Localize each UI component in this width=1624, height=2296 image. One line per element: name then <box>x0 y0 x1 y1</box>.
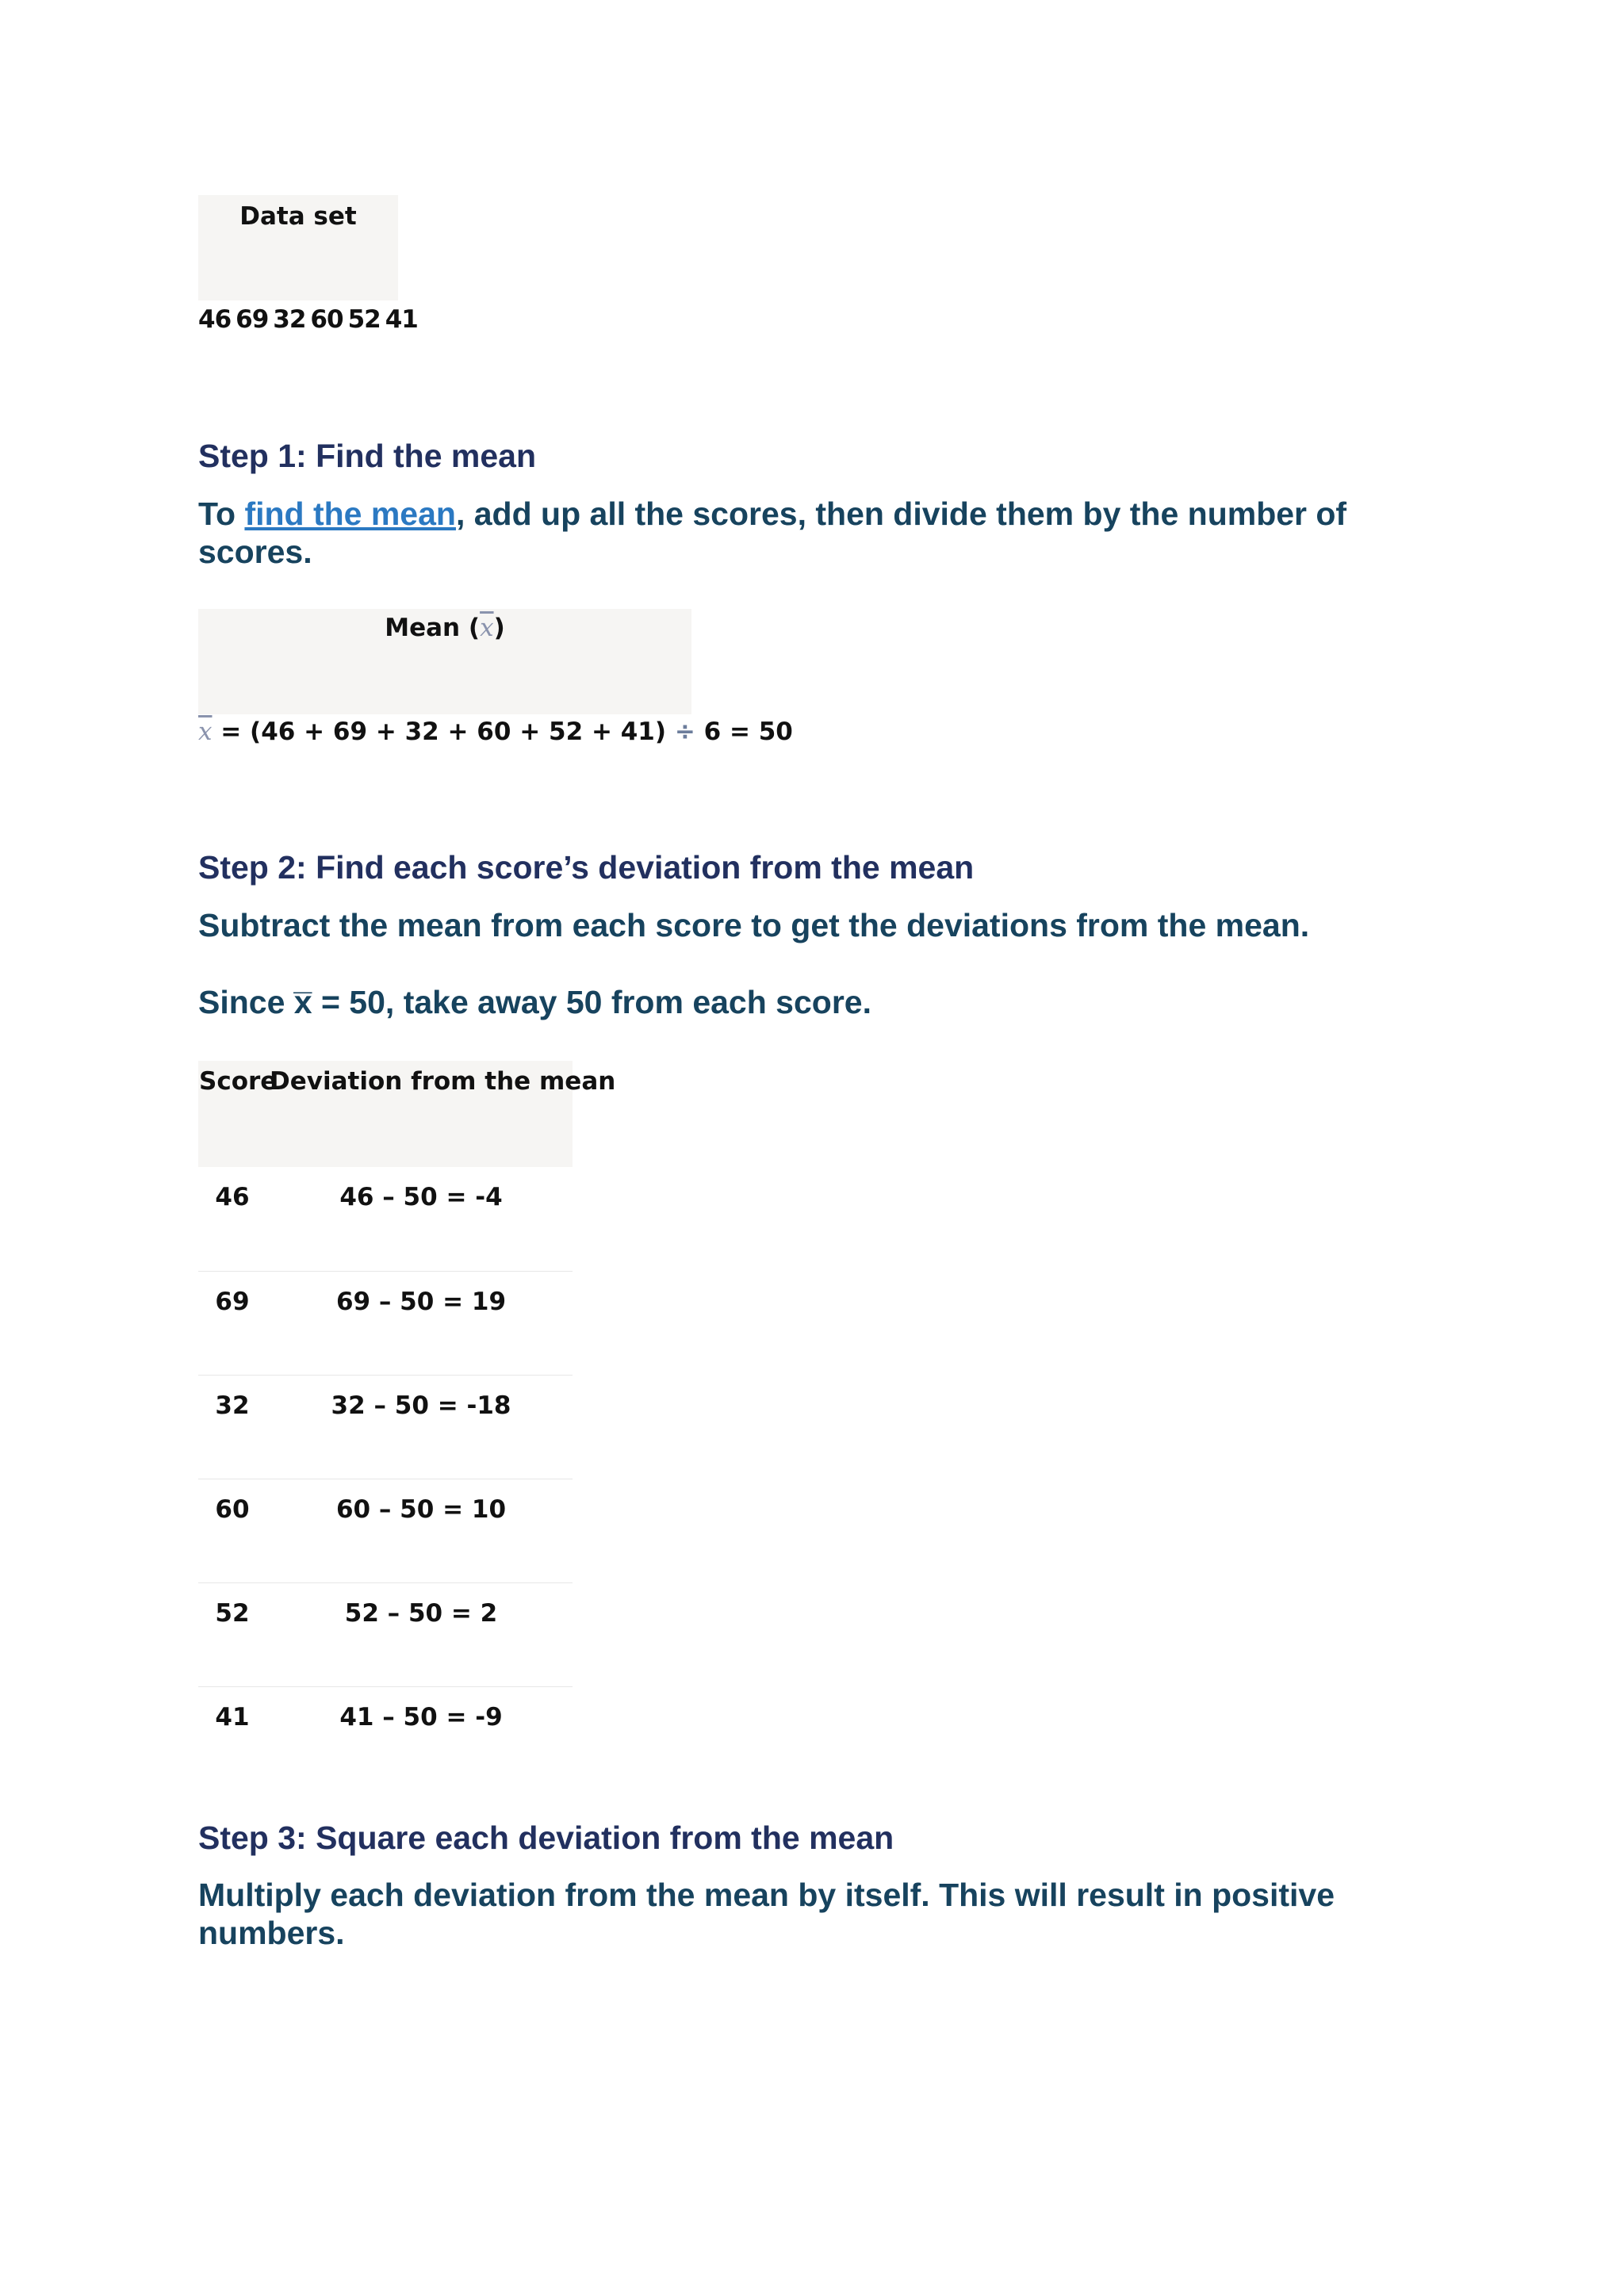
step2-heading: Step 2: Find each score’s deviation from the mean <box>198 849 975 886</box>
dataset-header: Data set <box>239 202 357 231</box>
divide-sign: ÷ <box>674 718 695 746</box>
column-header-deviation: Deviation from the mean <box>270 1067 616 1096</box>
mean-formula <box>198 718 793 746</box>
find-the-mean-link[interactable]: find the mean <box>244 496 456 532</box>
step2-paragraph-1: Subtract the mean from each score to get the deviations from the mean. <box>198 907 1310 943</box>
step1-paragraph <box>198 495 1435 571</box>
dataset-value: 41 <box>385 305 418 334</box>
mean-formula-part1: = (46 + 69 + 32 + 60 + 52 + 41) <box>212 718 675 746</box>
score-cell: 69 <box>215 1288 250 1316</box>
dataset-value: 52 <box>347 305 381 334</box>
step3-heading: Step 3: Square each deviation from the mean <box>198 1820 894 1856</box>
mean-header <box>198 614 691 642</box>
column-header-score: Score <box>199 1067 278 1096</box>
deviation-cell: 60 – 50 = 10 <box>335 1495 507 1524</box>
deviation-cell: 52 – 50 = 2 <box>344 1599 498 1628</box>
score-cell: 41 <box>215 1703 250 1732</box>
step2-paragraph-2: Since x̅ = 50, take away 50 from each score. <box>198 984 871 1020</box>
score-cell: 32 <box>215 1391 250 1420</box>
dataset-value: 69 <box>236 305 269 334</box>
score-cell: 46 <box>215 1183 250 1211</box>
deviation-cell: 41 – 50 = -9 <box>339 1703 503 1732</box>
table-row <box>198 1375 573 1479</box>
dataset-values <box>198 305 423 334</box>
dataset-value: 46 <box>198 305 232 334</box>
step1-para-suffix: , add up all the scores, then divide them by the number of scores. <box>198 496 1347 570</box>
mean-header-suffix: ) <box>493 614 505 642</box>
table-row <box>198 1167 573 1271</box>
deviation-cell: 32 – 50 = -18 <box>331 1391 511 1420</box>
table-row <box>198 1271 573 1376</box>
step1-para-prefix: To <box>198 496 245 532</box>
table-row <box>198 1479 573 1583</box>
step1-heading: Step 1: Find the mean <box>198 438 536 474</box>
table-row <box>198 1686 573 1791</box>
score-cell: 60 <box>215 1495 250 1524</box>
step3-paragraph: Multiply each deviation from the mean by itself. This will result in positive numbers. <box>198 1877 1335 1951</box>
x-bar-symbol: $\overline{x}$ <box>480 614 494 642</box>
dataset-value: 32 <box>273 305 306 334</box>
table-row <box>198 1582 573 1687</box>
score-cell: 52 <box>215 1599 250 1628</box>
mean-formula-part2: 6 = 50 <box>695 718 793 746</box>
mean-header-prefix: Mean ( <box>385 614 481 642</box>
deviation-cell: 69 – 50 = 19 <box>335 1288 507 1316</box>
dataset-value: 60 <box>310 305 343 334</box>
x-bar-symbol: $\overline{x}$ <box>198 718 213 746</box>
deviation-cell: 46 – 50 = -4 <box>339 1183 503 1211</box>
